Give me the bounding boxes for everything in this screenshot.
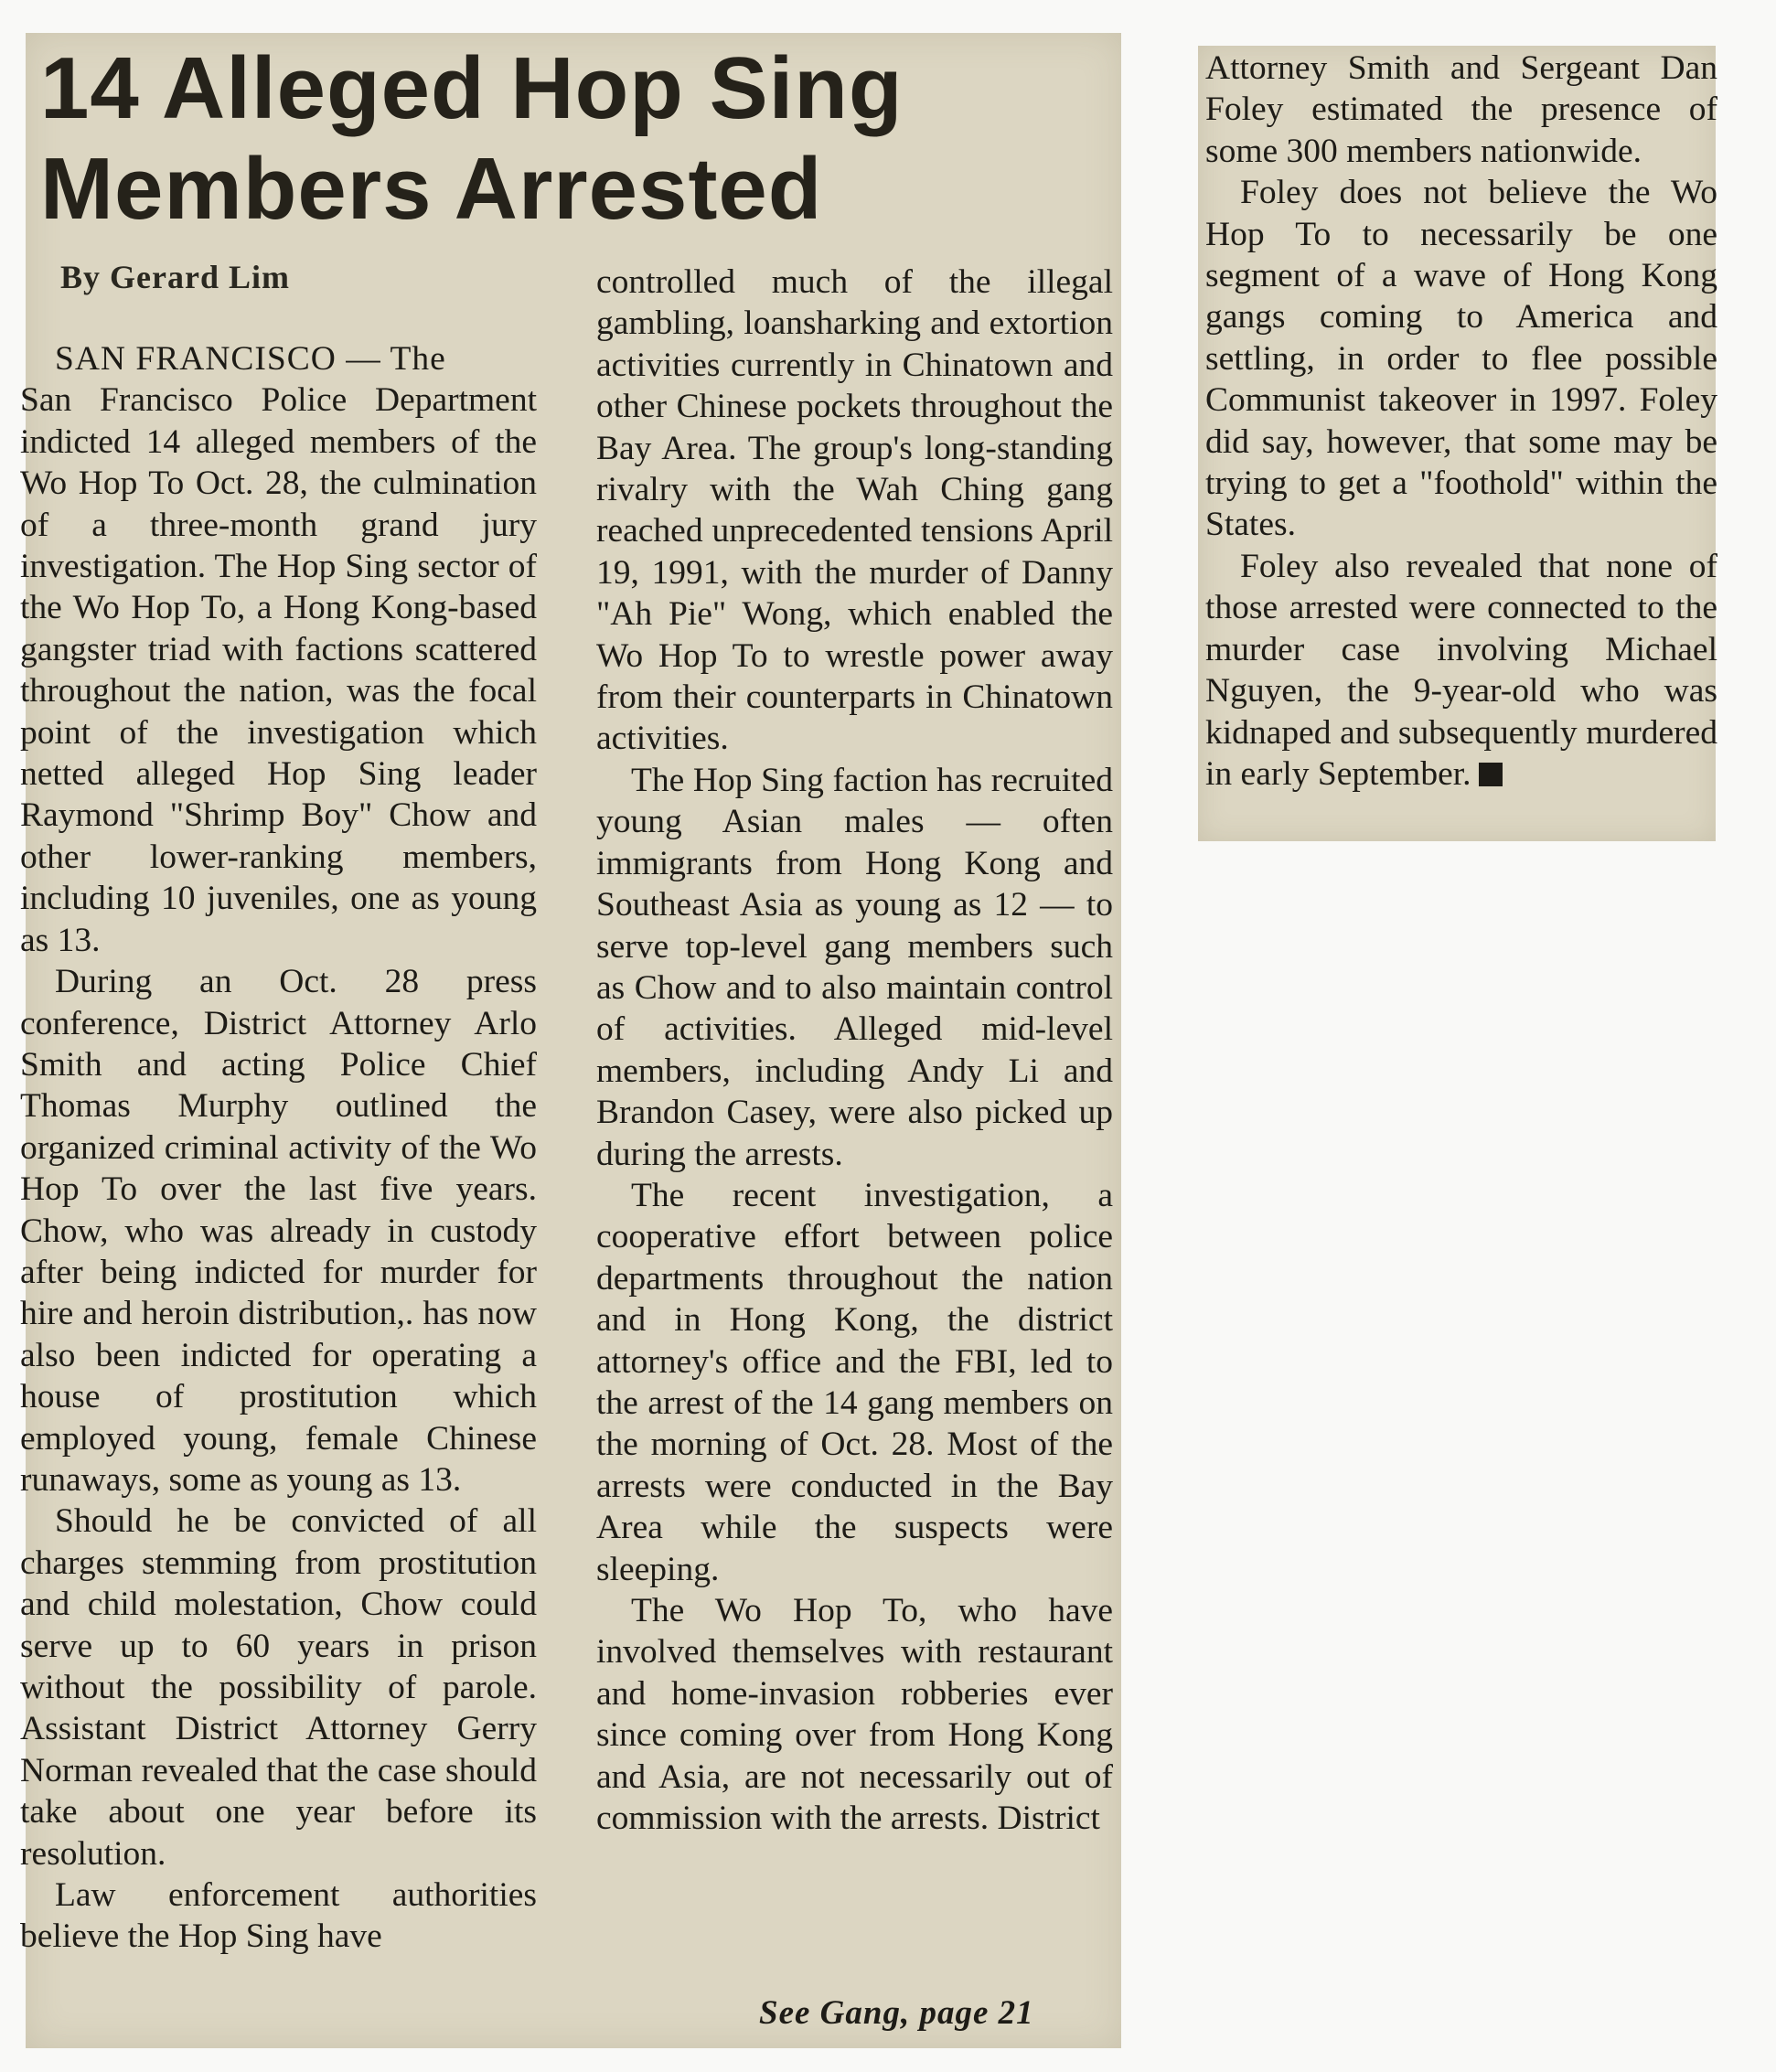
paragraph: The Hop Sing faction has recruited young Asian males — often immigrants from Hong Kong and Southeast Asia as young as 12 — to serve top-level gang members such as Chow and to also maintain control of activities. Alleged mid-level members, including Andy Li and Brandon Casey, were also picked up during the arrests.: [596, 761, 1113, 1173]
paragraph: Law enforcement authorities believe the Hop Sing have: [20, 1876, 537, 1956]
headline: [40, 38, 1101, 240]
paragraph-final: [1205, 546, 1717, 795]
headline-line-2: Members Arrested: [40, 140, 823, 238]
article-column-1: [20, 338, 537, 1958]
paragraph: Should he be convicted of all charges stemming from prostitution and child molestation, Chow could serve up to 60 years in prison without the possibility of parole. Assistant District Attorney Gerry Norman revealed that the case should take about one year before its resolution.: [20, 1502, 537, 1873]
jump-line: See Gang, page 21: [759, 1994, 1034, 2032]
paragraph: Attorney Smith and Sergeant Dan Foley estimated the presence of some 300 members nationwide.: [1205, 49, 1717, 170]
paragraph: San Francisco Police Department indicted 14 alleged members of the Wo Hop To Oct. 28, the culmination of a three-month grand jury investigation. The Hop Sing sector of the Wo Hop To, a Hong Kong-based gangster triad with factions scattered throughout the nation, was the focal point of the investigation which netted alleged Hop Sing leader Raymond "Shrimp Boy" Chow and other lower-ranking members, including 10 juveniles, one as young as 13.: [20, 381, 537, 959]
article-column-3: [1205, 48, 1717, 795]
headline-line-1: 14 Alleged Hop Sing: [40, 39, 904, 137]
paragraph: During an Oct. 28 press conference, District Attorney Arlo Smith and acting Police Chief Thomas Murphy outlined the organized criminal activity of the Wo Hop To over the last five years. Chow, who was already in custody after being indicted for murder for hire and heroin distribution,. has now also been indicted for operating a house of prostitution which employed young, female Chinese runaways, some as young as 13.: [20, 963, 537, 1499]
paragraph: The recent investigation, a cooperative effort between police departments throughout the nation and in Hong Kong, the district attorney's office and the FBI, led to the arrest of the 14 gang members on the morning of Oct. 28. Most of the arrests were conducted in the Bay Area while the suspects were sleeping.: [596, 1176, 1113, 1588]
end-mark-icon: [1479, 763, 1503, 786]
paragraph: controlled much of the illegal gambling, loansharking and extortion activities currently in Chinatown and other Chinese pockets throughout the Bay Area. The group's long-standing rivalry with the Wah Ching gang reached unprecedented tensions April 19, 1991, with the murder of Danny "Ah Pie" Wong, which enabled the Wo Hop To to wrestle power away from their counterparts in Chinatown activities.: [596, 263, 1113, 758]
dateline: SAN FRANCISCO — The: [55, 340, 446, 378]
byline: By Gerard Lim: [60, 259, 290, 295]
paragraph: Foley does not believe the Wo Hop To to necessarily be one segment of a wave of Hong Kong gangs coming to America and settling, in order to flee possible Communist takeover in 1997. Foley did say, however, that some may be trying to get a "foothold" within the States.: [1205, 174, 1717, 544]
paragraph-text: Foley also revealed that none of those arrested were connected to the murder case involving Michael Nguyen, the 9-year-old who was kidnaped and subsequently murdered in early September.: [1205, 547, 1717, 793]
paragraph: The Wo Hop To, who have involved themselves with restaurant and home-invasion robberies ever since coming over from Hong Kong and Asia, are not necessarily out of commission with the arrests. District: [596, 1592, 1113, 1838]
article-column-2: [596, 262, 1113, 1839]
